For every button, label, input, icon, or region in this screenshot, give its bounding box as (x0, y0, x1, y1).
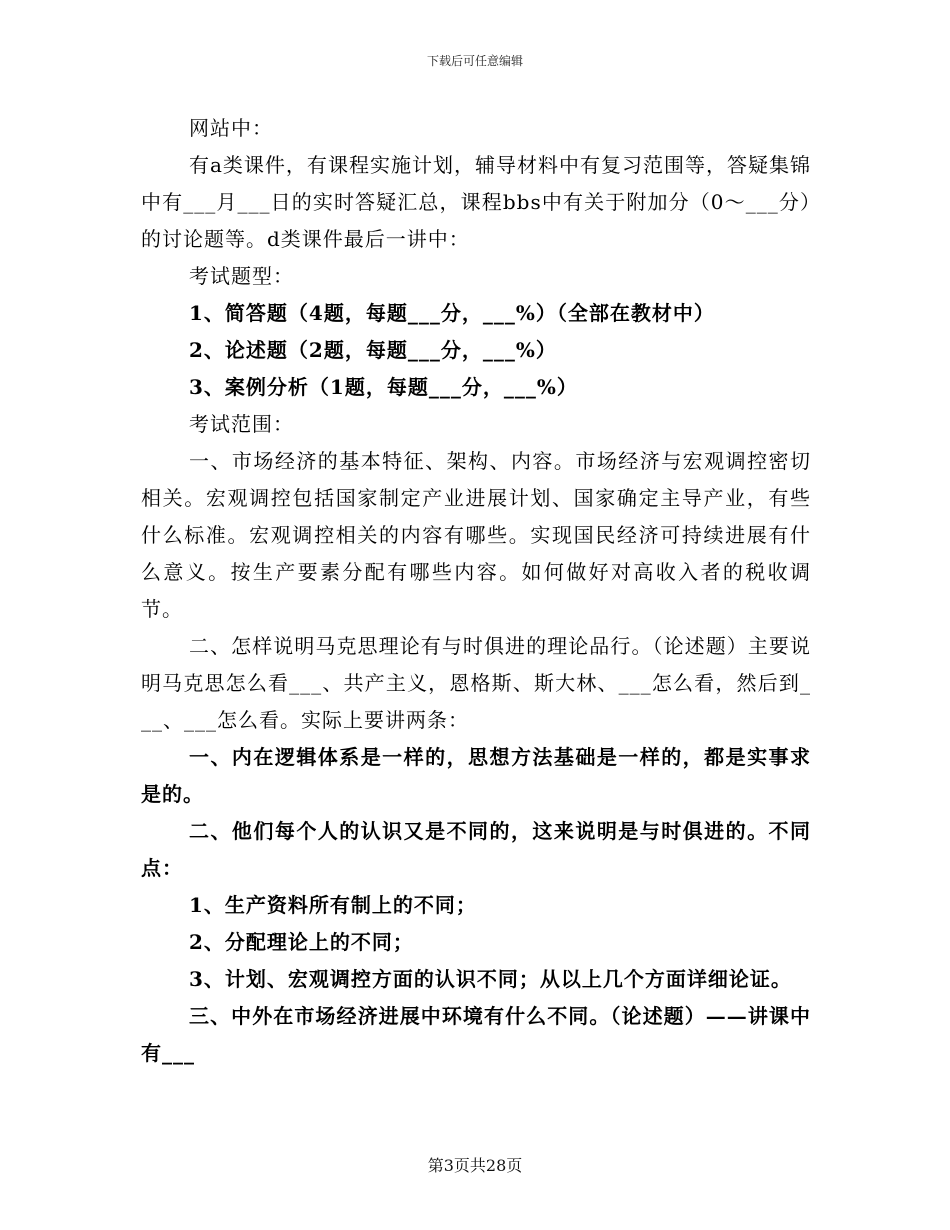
paragraph-environment: 三、中外在市场经济进展中环境有什么不同。（论述题）——讲课中有___ (141, 1004, 811, 1065)
page-footer: 第3页共28页 (427, 1156, 523, 1175)
paragraph-essay: 2、论述题（2题，每题___分，___%） (189, 338, 557, 362)
paragraph-planning: 3、计划、宏观调控方面的认识不同；从以上几个方面详细论证。 (189, 967, 792, 991)
document-body (141, 110, 811, 1072)
paragraph-exam-types-heading: 考试题型： (189, 264, 294, 288)
paragraph-exam-scope-heading: 考试范围： (189, 412, 294, 436)
page-header: 下载后可任意编辑 (426, 54, 523, 68)
paragraph-ownership: 1、生产资料所有制上的不同； (189, 893, 477, 917)
paragraph-courseware: 有a类课件，有课程实施计划，辅导材料中有复习范围等，答疑集锦中有___月___日的实时答疑汇总，课程bbs中有关于附加分（0～___分）的讨论题等。d类课件最后一讲中： (141, 153, 811, 251)
paragraph-short-answer: 1、简答题（4题，每题___分，___%）（全部在教材中） (189, 301, 715, 325)
paragraph-marx-theory: 二、怎样说明马克思理论有与时俱进的理论品行。（论述题）主要说明马克思怎么看___、共产主义，恩格斯、斯大林、___怎么看，然后到___、___怎么看。实际上要讲两条： (141, 634, 811, 732)
paragraph-case-study: 3、案例分析（1题，每题___分，___%） (189, 375, 578, 399)
paragraph-distribution: 2、分配理论上的不同； (189, 930, 414, 954)
paragraph-different-understanding: 二、他们每个人的认识又是不同的，这来说明是与时俱进的。不同点： (141, 819, 811, 880)
paragraph-website: 网站中： (189, 116, 273, 140)
paragraph-market-economy: 一、市场经济的基本特征、架构、内容。市场经济与宏观调控密切相关。宏观调控包括国家制定产业进展计划、国家确定主导产业，有些什么标准。宏观调控相关的内容有哪些。实现国民经济可持续进展有什么意义。按生产要素分配有哪些内容。如何做好对高收入者的税收调节。 (141, 449, 811, 621)
paragraph-logic-system: 一、内在逻辑体系是一样的，思想方法基础是一样的，都是实事求是的。 (141, 745, 811, 806)
